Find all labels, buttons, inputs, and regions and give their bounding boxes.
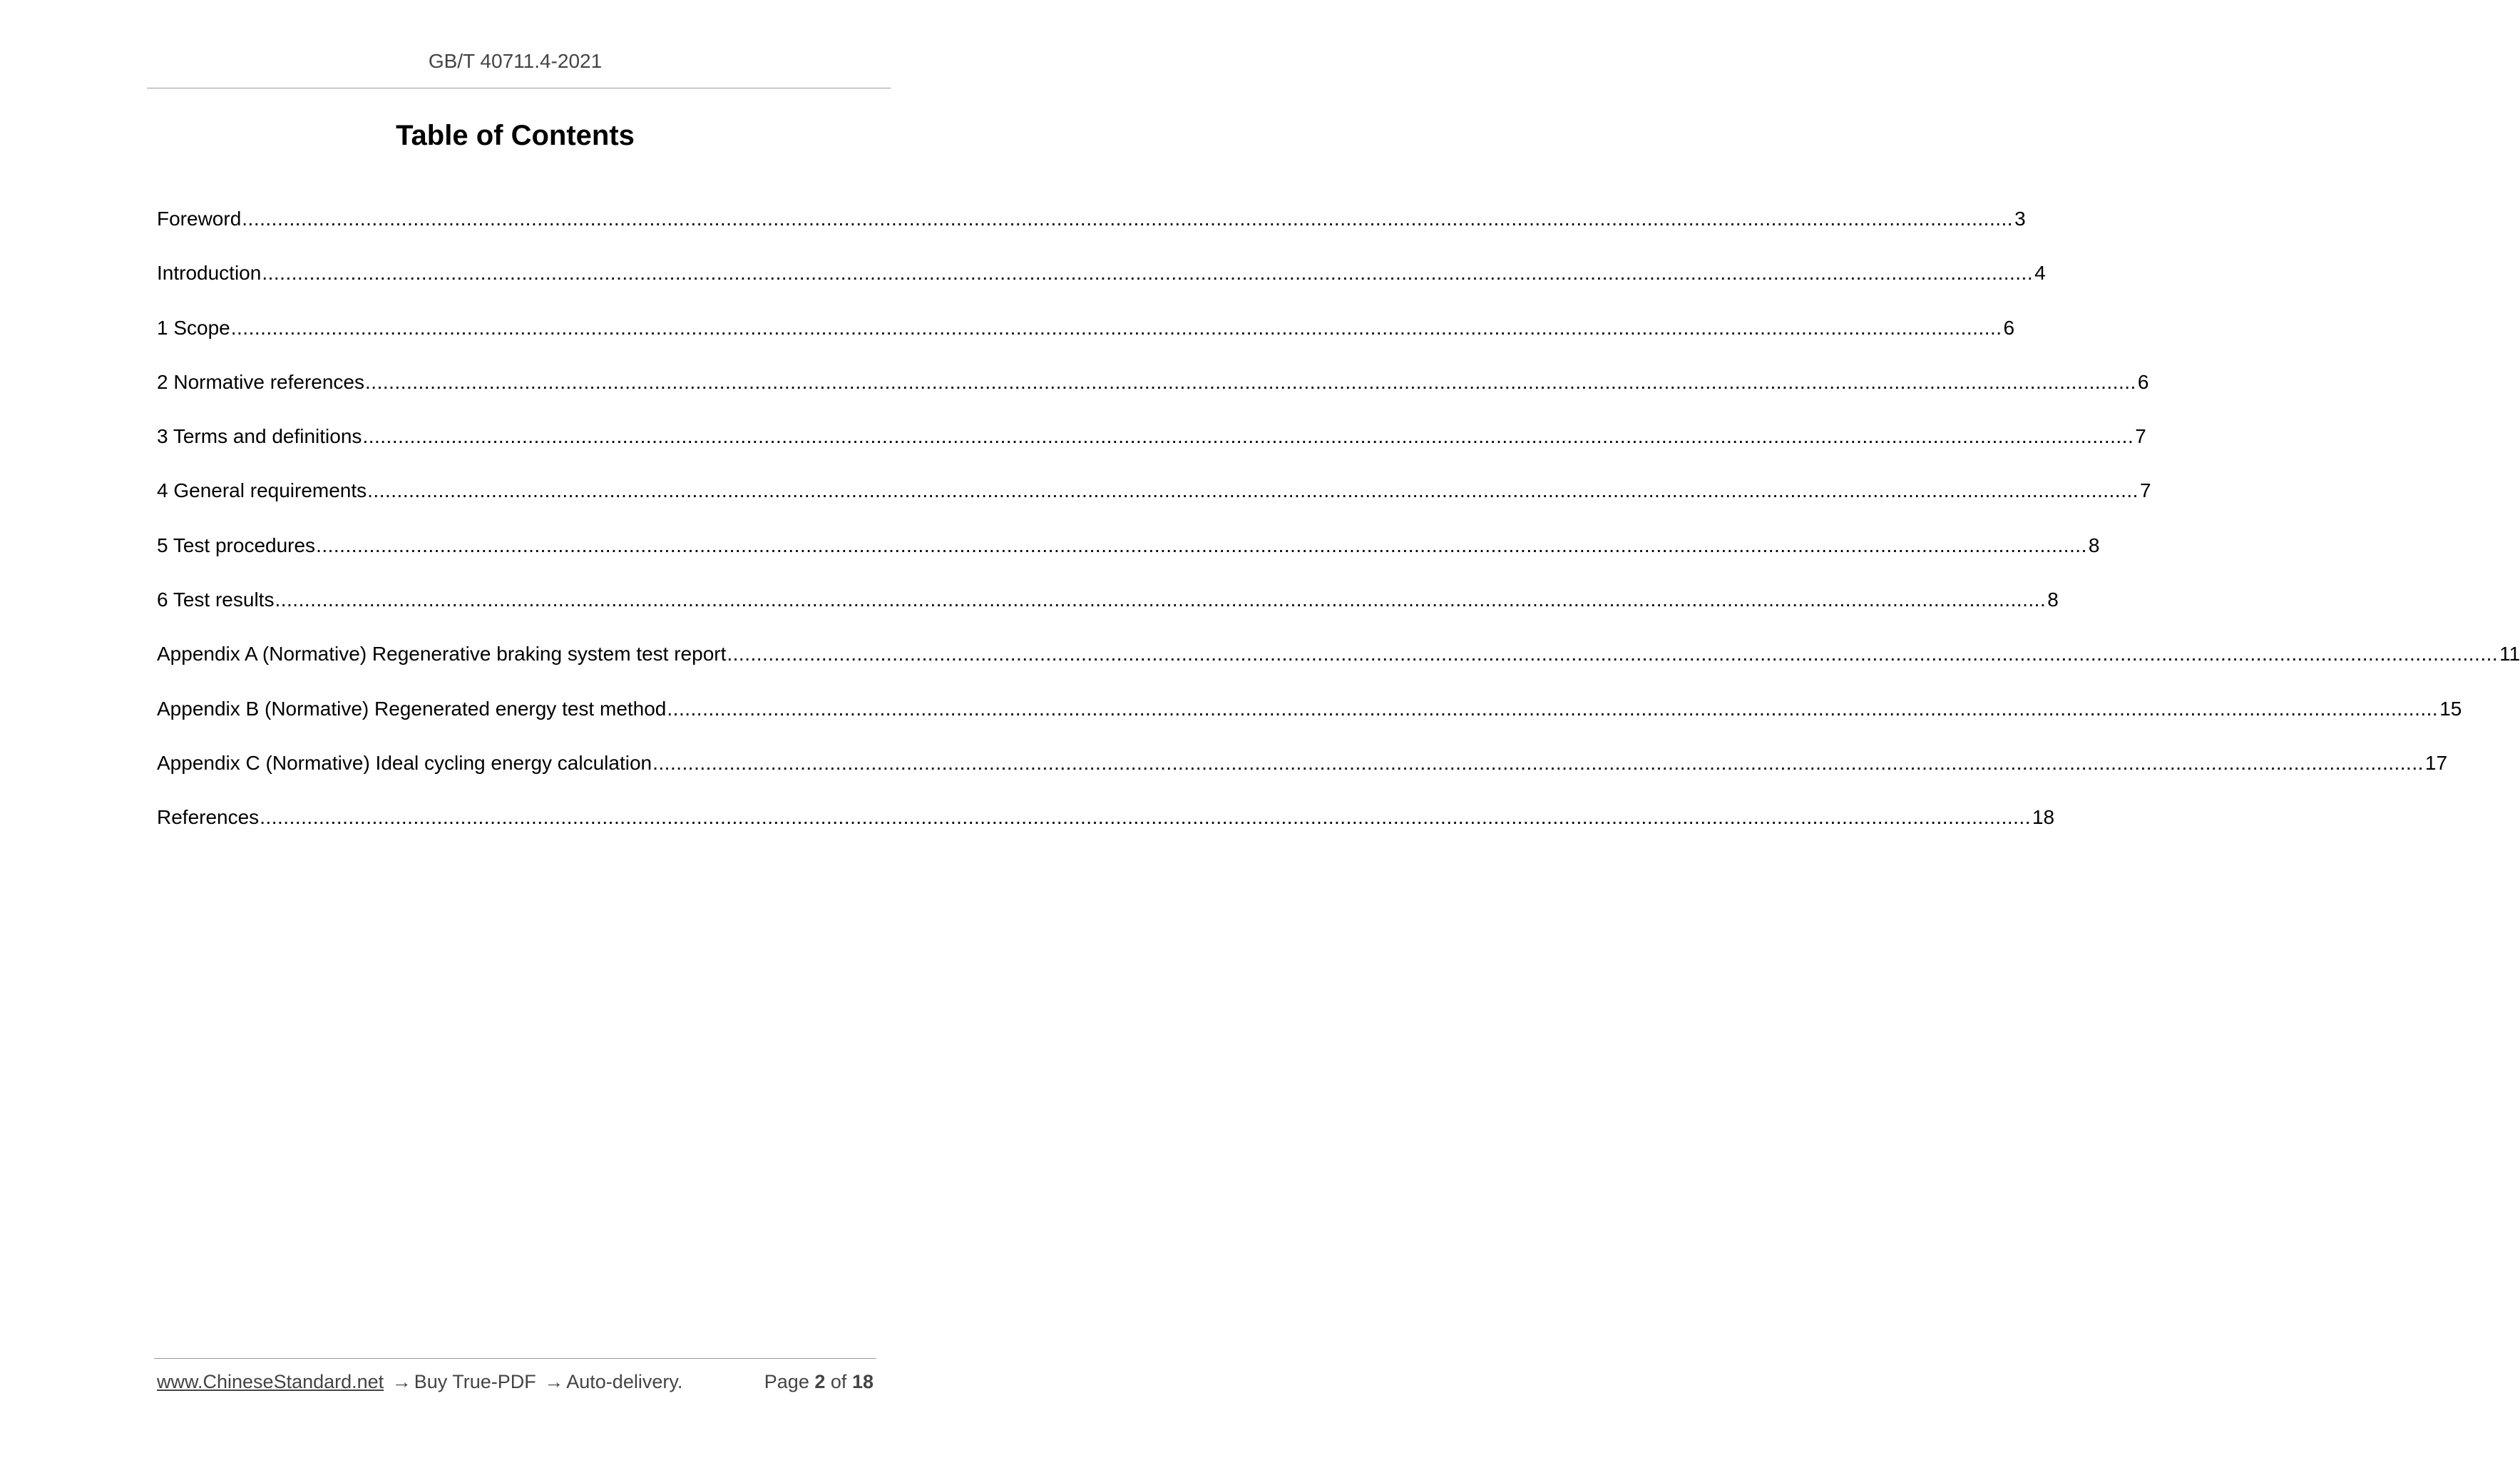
toc-leader-dots: ............................................................................................................................................................................................................................................................................................................ [230,316,2002,339]
toc-entry-test-procedures[interactable] [157,531,2100,586]
toc-leader-dots: ............................................................................................................................................................................................................................................................................................................ [727,643,2499,666]
toc-entry-references[interactable] [157,803,2055,857]
toc-entry-scope[interactable] [157,314,2015,368]
toc-entry-label: 6 Test results [157,588,275,611]
page-title: Table of Contents [396,120,635,151]
page-of-label: of [830,1371,847,1392]
toc-entry-appendix-c[interactable] [157,749,2448,803]
toc-entry-page: 18 [2032,806,2055,829]
toc-entry-page: 6 [2137,370,2149,393]
toc-leader-dots: ............................................................................................................................................................................................................................................................................................................ [262,262,2034,285]
toc-entry-label: 1 Scope [157,316,230,339]
toc-entry-page: 15 [2439,697,2462,720]
toc-entry-terms-and-definitions[interactable] [157,422,2146,476]
toc-leader-dots: ............................................................................................................................................................................................................................................................................................................ [667,697,2439,720]
toc-entry-foreword[interactable] [157,205,2026,259]
page-total: 18 [851,1371,874,1392]
toc-leader-dots: ............................................................................................................................................................................................................................................................................................................ [316,534,2087,556]
toc-entry-introduction[interactable] [157,259,2046,313]
toc-entry-label: 4 General requirements [157,479,367,502]
toc-entry-label: 5 Test procedures [157,534,316,556]
toc-entry-page: 7 [2135,425,2146,448]
arrow-right-icon: → [544,1371,564,1392]
toc-leader-dots: ............................................................................................................................................................................................................................................................................................................ [260,806,2031,829]
toc-leader-dots: ............................................................................................................................................................................................................................................................................................................ [365,370,2136,393]
toc-entry-appendix-b[interactable] [157,695,2462,749]
toc-entry-label: Appendix C (Normative) Ideal cycling energy calculation [157,751,652,774]
toc-entry-label: Appendix B (Normative) Regenerated energy test method [157,697,667,720]
toc-entry-page: 6 [2003,316,2015,339]
toc-list [157,205,2520,858]
toc-leader-dots: ............................................................................................................................................................................................................................................................................................................ [652,751,2424,774]
toc-entry-label: Introduction [157,262,262,285]
toc-entry-test-results[interactable] [157,586,2059,640]
toc-entry-label: Appendix A (Normative) Regenerative braking system test report [157,643,727,666]
toc-entry-page: 8 [2047,588,2059,611]
toc-leader-dots: ............................................................................................................................................................................................................................................................................................................ [275,588,2047,611]
toc-entry-label: 2 Normative references [157,370,365,393]
toc-entry-page: 17 [2424,751,2448,774]
buy-true-pdf-text: Buy True-PDF [414,1371,536,1392]
page-indicator [764,1371,874,1393]
toc-entry-label: Foreword [157,208,242,230]
toc-leader-dots: ............................................................................................................................................................................................................................................................................................................ [242,208,2014,230]
toc-entry-label: 3 Terms and definitions [157,425,362,448]
toc-entry-page: 8 [2088,534,2100,556]
footer-divider [154,1358,876,1359]
toc-entry-general-requirements[interactable] [157,476,2151,531]
arrow-right-icon: → [391,1371,411,1392]
website-link[interactable]: www.ChineseStandard.net [157,1371,384,1392]
toc-entry-page: 7 [2139,479,2151,502]
toc-leader-dots: ............................................................................................................................................................................................................................................................................................................ [367,479,2139,502]
document-code: GB/T 40711.4-2021 [428,50,603,72]
page-label: Page [764,1371,809,1392]
toc-entry-page: 11 [2499,643,2520,666]
toc-entry-appendix-a[interactable] [157,640,2520,694]
toc-entry-page: 3 [2014,208,2026,230]
toc-entry-page: 4 [2034,262,2046,285]
page-current: 2 [814,1371,826,1392]
toc-entry-normative-references[interactable] [157,368,2149,422]
toc-entry-label: References [157,806,260,829]
page-footer [157,1371,874,1393]
toc-leader-dots: ............................................................................................................................................................................................................................................................................................................ [362,425,2134,448]
auto-delivery-text: Auto-delivery. [566,1371,683,1392]
